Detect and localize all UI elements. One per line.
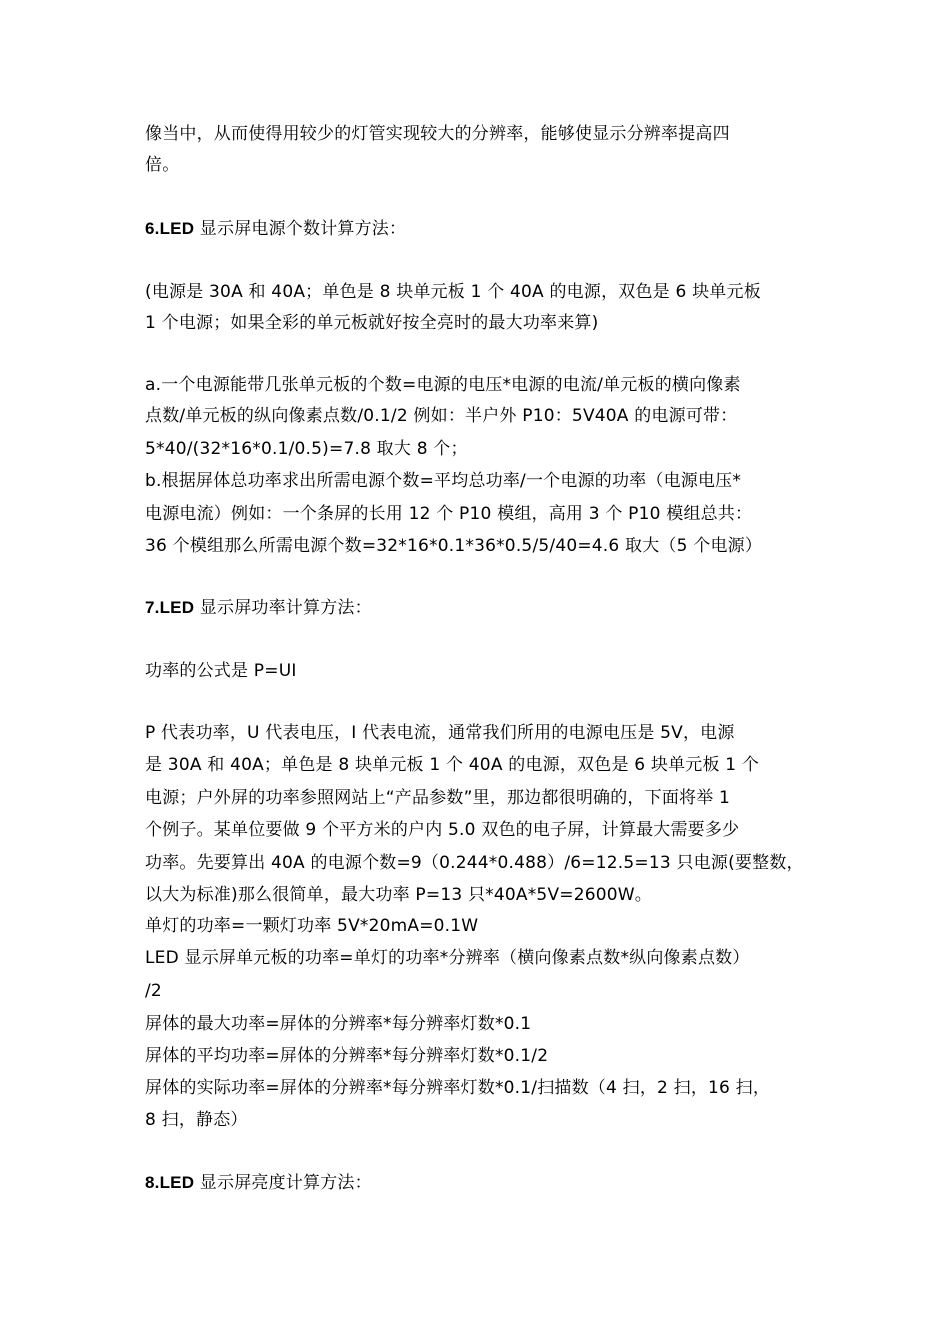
intro-line-2: 倍。 (145, 155, 180, 175)
board-power-line-1: LED 显示屏单元板的功率=单灯的功率*分辨率（横向像素点数*纵向像素点数） (145, 948, 750, 968)
section-7-paragraph-line-5: 功率。先要算出 40A 的电源个数=9（0.244*0.488）/6=12.5=13 只电源(要整数， (145, 853, 804, 873)
actual-power-line-2: 8 扫，静态） (145, 1110, 248, 1130)
section-8-number: 8.LED (145, 1173, 195, 1192)
section-8-heading (145, 1171, 372, 1195)
max-power-formula: 屏体的最大功率=屏体的分辨率*每分辨率灯数*0.1 (145, 1014, 532, 1034)
section-7-number: 7.LED (145, 598, 195, 617)
section-7-paragraph-line-6: 以大为标准)那么很简单，最大功率 P=13 只*40A*5V=2600W。 (145, 885, 652, 905)
board-power-line-2: /2 (145, 981, 162, 1001)
section-6-a-line-1: a.一个电源能带几张单元板的个数=电源的电压*电源的电流/单元板的横向像素 (145, 375, 741, 395)
section-6-a-line-3: 5*40/(32*16*0.1/0.5)=7.8 取大 8 个； (145, 439, 468, 459)
section-7-paragraph-line-3: 电源；户外屏的功率参照网站上“产品参数”里，那边都很明确的，下面将举 1 (145, 788, 731, 808)
section-6-number: 6.LED (145, 219, 195, 238)
section-7-title: 显示屏功率计算方法： (194, 598, 372, 618)
section-6-b-line-3: 36 个模组那么所需电源个数=32*16*0.1*36*0.5/5/40=4.6 取大（5 个电源） (145, 536, 763, 556)
section-7-paragraph-line-2: 是 30A 和 40A；单色是 8 块单元板 1 个 40A 的电源，双色是 6 块单元板 1 个 (145, 755, 760, 775)
section-6-note-line-2: 1 个电源；如果全彩的单元板就好按全亮时的最大功率来算) (145, 313, 599, 333)
section-6-a-line-2: 点数/单元板的纵向像素点数/0.1/2 例如：半户外 P10：5V40A 的电源可带： (145, 406, 738, 426)
section-6-title: 显示屏电源个数计算方法： (194, 219, 407, 239)
intro-line-1: 像当中，从而使得用较少的灯管实现较大的分辨率，能够使显示分辨率提高四 (145, 124, 730, 144)
section-6-note-line-1: (电源是 30A 和 40A；单色是 8 块单元板 1 个 40A 的电源，双色是 6 块单元板 (145, 282, 761, 302)
section-6-b-line-1: b.根据屏体总功率求出所需电源个数=平均总功率/一个电源的功率（电源电压* (145, 471, 742, 491)
section-7-paragraph-line-4: 个例子。某单位要做 9 个平方米的户内 5.0 双色的电子屏，计算最大需要多少 (145, 820, 740, 840)
section-7-formula: 功率的公式是 P=UI (145, 661, 297, 681)
section-7-heading (145, 596, 372, 620)
avg-power-formula: 屏体的平均功率=屏体的分辨率*每分辨率灯数*0.1/2 (145, 1046, 549, 1066)
section-6-b-line-2: 电源电流）例如：一个条屏的长用 12 个 P10 模组，高用 3 个 P10 模组总共： (145, 504, 753, 524)
section-6-heading (145, 217, 406, 241)
actual-power-line-1: 屏体的实际功率=屏体的分辨率*每分辨率灯数*0.1/扫描数（4 扫，2 扫，16 扫， (145, 1078, 771, 1098)
single-lamp-power: 单灯的功率=一颗灯功率 5V*20mA=0.1W (145, 916, 479, 936)
section-7-paragraph-line-1: P 代表功率，U 代表电压，I 代表电流，通常我们所用的电源电压是 5V，电源 (145, 723, 735, 743)
section-8-title: 显示屏亮度计算方法： (194, 1173, 372, 1193)
